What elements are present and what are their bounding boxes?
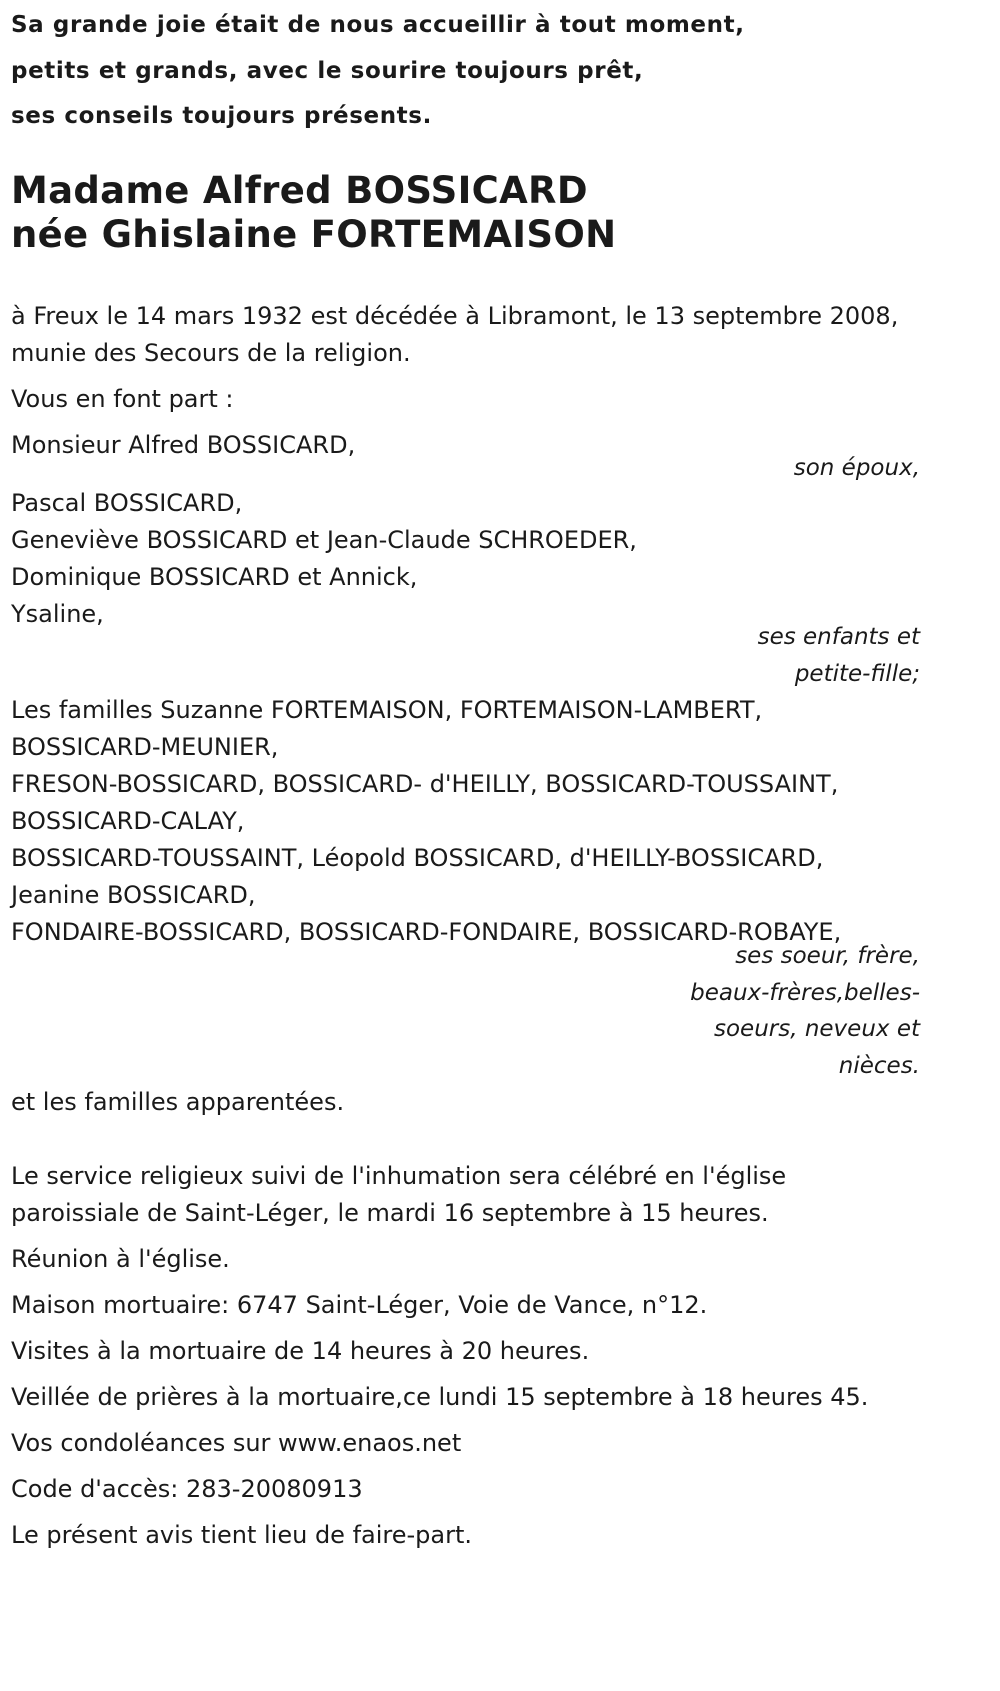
intro-line-1: à Freux le 14 mars 1932 est décédée à Libramont, le 13 septembre 2008, [11,302,899,330]
detail-funeral-home: Maison mortuaire: 6747 Saint-Léger, Voie de Vance, n°12. [11,1291,708,1319]
announce-text: Vous en font part : [11,385,234,413]
service-line-2: paroissiale de Saint-Léger, le mardi 16 septembre à 15 heures. [11,1199,769,1227]
families-role-line-2: beaux-frères,belles- [690,980,920,1006]
detail-meeting: Réunion à l'église. [11,1245,230,1273]
detail-visits: Visites à la mortuaire de 14 heures à 20 heures. [11,1337,590,1365]
child-line-4: Ysaline, [11,600,104,628]
families-role-line-3: soeurs, neveux et [713,1016,920,1042]
deceased-name: Madame Alfred BOSSICARD [11,169,588,212]
spouse-role: son époux, [793,455,920,481]
child-line-2: Geneviève BOSSICARD et Jean-Claude SCHROEDER, [11,526,637,554]
detail-condolences: Vos condoléances sur www.enaos.net [11,1429,462,1457]
family-line-7: FONDAIRE-BOSSICARD, BOSSICARD-FONDAIRE, BOSSICARD-ROBAYE, [11,918,842,946]
quote-line-1: Sa grande joie était de nous accueillir à tout moment, [11,12,745,38]
family-line-4: BOSSICARD-CALAY, [11,807,245,835]
maiden-name: née Ghislaine FORTEMAISON [11,213,617,256]
family-line-5: BOSSICARD-TOUSSAINT, Léopold BOSSICARD, d'HEILLY-BOSSICARD, [11,844,824,872]
quote-line-2: petits et grands, avec le sourire toujours prêt, [11,58,644,84]
detail-notice: Le présent avis tient lieu de faire-part. [11,1521,473,1549]
child-line-3: Dominique BOSSICARD et Annick, [11,563,418,591]
child-line-1: Pascal BOSSICARD, [11,489,243,517]
family-line-1: Les familles Suzanne FORTEMAISON, FORTEMAISON-LAMBERT, [11,696,763,724]
service-line-1: Le service religieux suivi de l'inhumation sera célébré en l'église [11,1162,787,1190]
families-role-line-1: ses soeur, frère, [735,943,920,969]
children-role-line-1: ses enfants et [757,624,920,650]
family-line-6: Jeanine BOSSICARD, [11,881,256,909]
families-role-line-4: nièces. [838,1053,920,1079]
children-role-line-2: petite-fille; [794,661,920,687]
intro-line-2: munie des Secours de la religion. [11,339,411,367]
quote-line-3: ses conseils toujours présents. [11,103,432,129]
detail-vigil: Veillée de prières à la mortuaire,ce lundi 15 septembre à 18 heures 45. [11,1383,869,1411]
detail-access-code: Code d'accès: 283-20080913 [11,1475,363,1503]
family-line-2: BOSSICARD-MEUNIER, [11,733,279,761]
related-families: et les familles apparentées. [11,1088,345,1116]
spouse-name: Monsieur Alfred BOSSICARD, [11,431,356,459]
family-line-3: FRESON-BOSSICARD, BOSSICARD- d'HEILLY, BOSSICARD-TOUSSAINT, [11,770,839,798]
